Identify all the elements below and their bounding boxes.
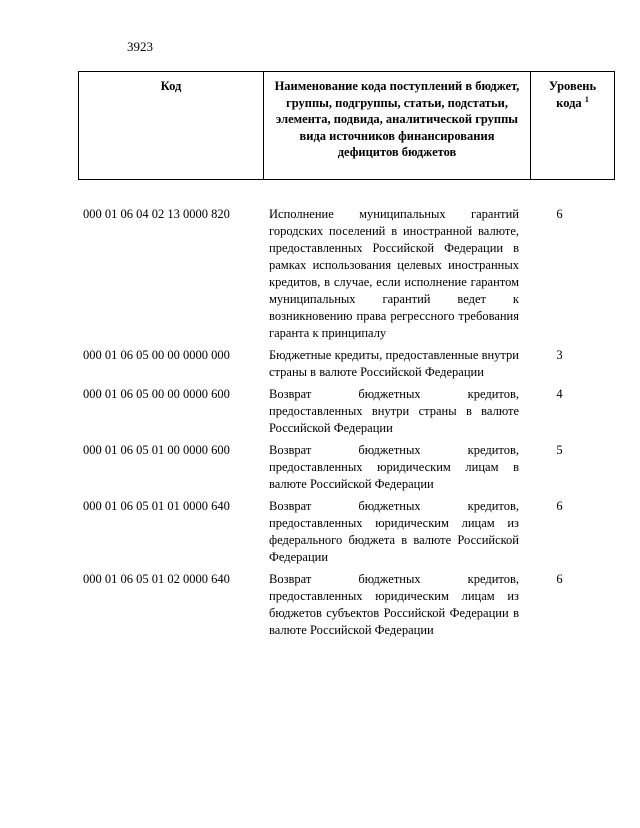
- table-row: [78, 571, 595, 644]
- column-header-name-label: Наименование кода поступлений в бюджет, группы, подгруппы, статьи, подстатьи, элемента, подвида, аналитической группы вида источников финансирования дефицитов бюджетов: [274, 79, 520, 159]
- row-level: 6: [556, 499, 563, 513]
- table-header: [78, 71, 615, 180]
- row-name: Возврат бюджетных кредитов, предоставленных юридическим лицам из бюджетов субъектов Российской Федерации в валюте Российской Федерации: [269, 572, 519, 637]
- row-level: 6: [556, 572, 563, 586]
- column-header-code-label: Код: [160, 79, 182, 93]
- row-code: 000 01 06 05 00 00 0000 600: [83, 387, 230, 401]
- table-row: [78, 442, 595, 498]
- row-name: Исполнение муниципальных гарантий городских поселений в иностранной валюте, предоставленных Российской Федерации в рамках использования целевых иностранных кредитов, в случае, если исполнение гарантом муниципальных гарантий ведет к возникновению права регрессного требования гаранта к принципалу: [269, 207, 519, 340]
- page-number: 3923: [127, 39, 153, 54]
- row-level: 3: [556, 348, 563, 362]
- column-header-level-label: Уровень кода: [548, 79, 597, 110]
- table-row: [78, 498, 595, 571]
- row-name: Возврат бюджетных кредитов, предоставленных юридическим лицам в валюте Российской Федерации: [269, 443, 519, 491]
- row-level: 4: [556, 387, 563, 401]
- row-name: Возврат бюджетных кредитов, предоставленных внутри страны в валюте Российской Федерации: [269, 387, 519, 435]
- column-header-name: [264, 72, 531, 180]
- row-code: 000 01 06 05 00 00 0000 000: [83, 348, 230, 362]
- row-level: 5: [556, 443, 563, 457]
- row-level: 6: [556, 207, 563, 221]
- header-row: [79, 72, 615, 180]
- footnote-marker: 1: [584, 94, 589, 104]
- codes-table: [78, 206, 595, 644]
- row-name: Бюджетные кредиты, предоставленные внутри страны в валюте Российской Федерации: [269, 348, 519, 379]
- column-header-level: [531, 72, 615, 180]
- table-row: [78, 386, 595, 442]
- table-row: [78, 347, 595, 386]
- row-name: Возврат бюджетных кредитов, предоставленных юридическим лицам из федерального бюджета в валюте Российской Федерации: [269, 499, 519, 564]
- row-code: 000 01 06 05 01 02 0000 640: [83, 572, 230, 586]
- row-code: 000 01 06 04 02 13 0000 820: [83, 207, 230, 221]
- table-row: [78, 206, 595, 347]
- row-code: 000 01 06 05 01 01 0000 640: [83, 499, 230, 513]
- column-header-code: [79, 72, 264, 180]
- row-code: 000 01 06 05 01 00 0000 600: [83, 443, 230, 457]
